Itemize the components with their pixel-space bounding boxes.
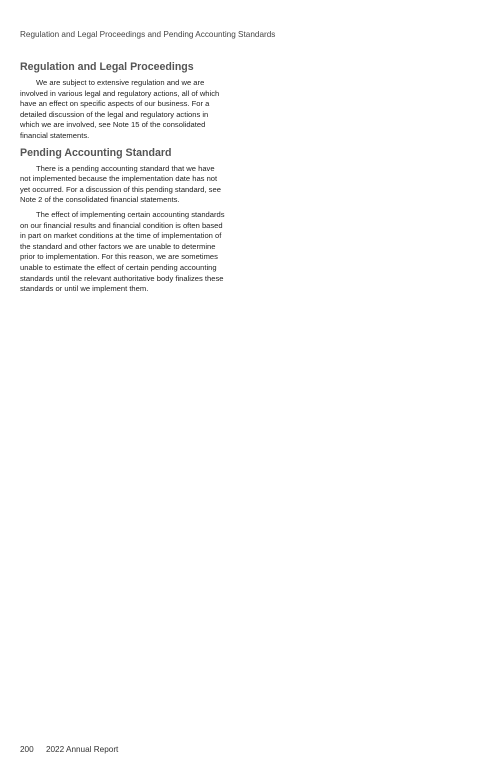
- section-heading-regulation: Regulation and Legal Proceedings: [20, 61, 194, 73]
- regulation-paragraph: We are subject to extensive regulation and we are involved in various legal and regulatory actions, all of which have an effect on specific aspects of our business. For a detailed discussion of the legal and regulatory actions in which we are involved, see Note 15 of the consolidated financial statements.: [20, 78, 220, 140]
- main-content: [20, 60, 225, 299]
- page-footer: [20, 745, 118, 754]
- pending-standard-paragraph-2: The effect of implementing certain accounting standards on our financial results and financial condition is often based in part on market conditions at the time of implementation of the standard and other factors we are unable to determine prior to implementation. For this reason, we are sometimes unable to estimate the effect of certain pending accounting standards until the relevant authoritative body finalizes these standards or until we implement them.: [20, 209, 225, 294]
- section-heading-pending-standard: Pending Accounting Standard: [20, 146, 172, 159]
- running-header: Regulation and Legal Proceedings and Pending Accounting Standards: [20, 30, 276, 39]
- report-title: 2022 Annual Report: [45, 745, 119, 754]
- page-number: 200: [20, 745, 34, 754]
- pending-standard-paragraph-1: There is a pending accounting standard that we have not implemented because the implementation date has not yet occurred. For a discussion of this pending standard, see Note 2 of the consolidated financial statements.: [20, 163, 221, 205]
